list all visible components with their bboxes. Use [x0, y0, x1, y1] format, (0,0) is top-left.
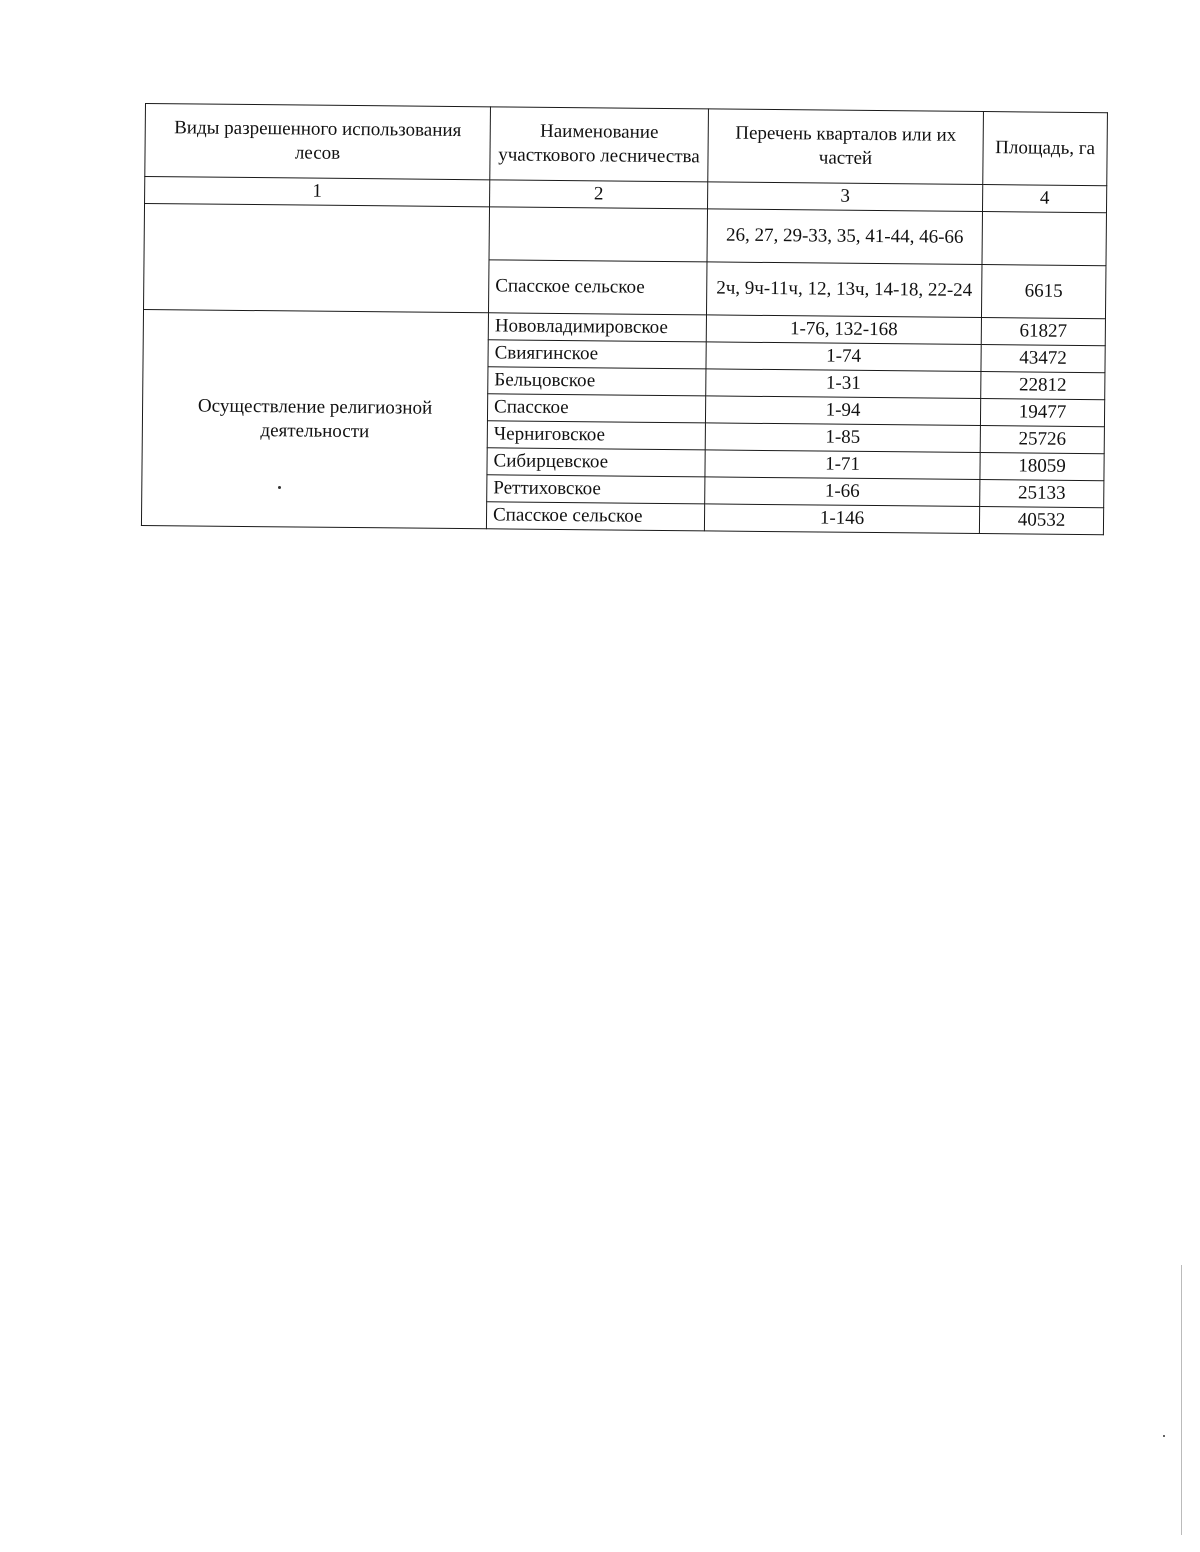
quarters-cell: 2ч, 9ч-11ч, 12, 13ч, 14-18, 22-24 — [706, 262, 981, 318]
table-row — [144, 204, 1106, 266]
quarters-cell: 1-146 — [704, 504, 979, 534]
forest-usage-table — [141, 103, 1108, 535]
quarters-cell: 1-94 — [705, 396, 980, 426]
header-quarters-list: Перечень кварталов или их частей — [708, 109, 984, 185]
column-number-2: 2 — [490, 180, 708, 209]
forestry-cell: Спасское сельское — [489, 260, 707, 315]
quarters-cell: 1-66 — [705, 477, 980, 507]
quarters-cell: 1-31 — [706, 369, 981, 399]
area-cell: 61827 — [981, 318, 1105, 346]
forestry-cell: Черниговское — [487, 421, 705, 450]
forestry-cell: Спасское — [487, 394, 705, 423]
column-number-4: 4 — [982, 185, 1106, 213]
area-cell: 6615 — [981, 265, 1106, 319]
quarters-cell: 1-71 — [705, 450, 980, 480]
area-cell — [982, 212, 1107, 266]
area-cell: 25133 — [980, 480, 1104, 508]
header-forestry-name: Наименование участкового лесничества — [490, 107, 709, 182]
area-cell: 43472 — [981, 345, 1105, 373]
area-cell: 18059 — [980, 453, 1104, 481]
quarters-cell: 1-76, 132-168 — [706, 315, 981, 345]
header-area: Площадь, га — [983, 112, 1108, 186]
forestry-cell: Реттиховское — [487, 475, 705, 504]
forestry-cell — [489, 207, 707, 262]
scan-speck — [278, 486, 281, 489]
forestry-cell: Спасское сельское — [486, 502, 704, 531]
column-number-1: 1 — [145, 177, 490, 207]
forestry-cell: Бельцовское — [488, 367, 706, 396]
usage-type-cell: Осуществление религиозной деятельности — [141, 309, 488, 528]
area-cell: 22812 — [981, 372, 1105, 400]
header-usage-type: Виды разрешенного использования лесов — [145, 104, 491, 180]
scan-speck — [1163, 1435, 1165, 1437]
quarters-cell: 26, 27, 29-33, 35, 41-44, 46-66 — [707, 209, 982, 265]
quarters-cell: 1-74 — [706, 342, 981, 372]
usage-type-cell-continued — [144, 204, 490, 313]
forestry-cell: Свиягинское — [488, 340, 706, 369]
area-cell: 25726 — [980, 426, 1104, 454]
column-number-3: 3 — [708, 182, 983, 212]
area-cell: 40532 — [979, 507, 1103, 535]
forestry-cell: Сибирцевское — [487, 448, 705, 477]
quarters-cell: 1-85 — [705, 423, 980, 453]
scan-edge-line — [1181, 1265, 1182, 1535]
table-header-row — [145, 104, 1108, 186]
area-cell: 19477 — [980, 399, 1104, 427]
forestry-cell: Нововладимировское — [488, 313, 706, 342]
